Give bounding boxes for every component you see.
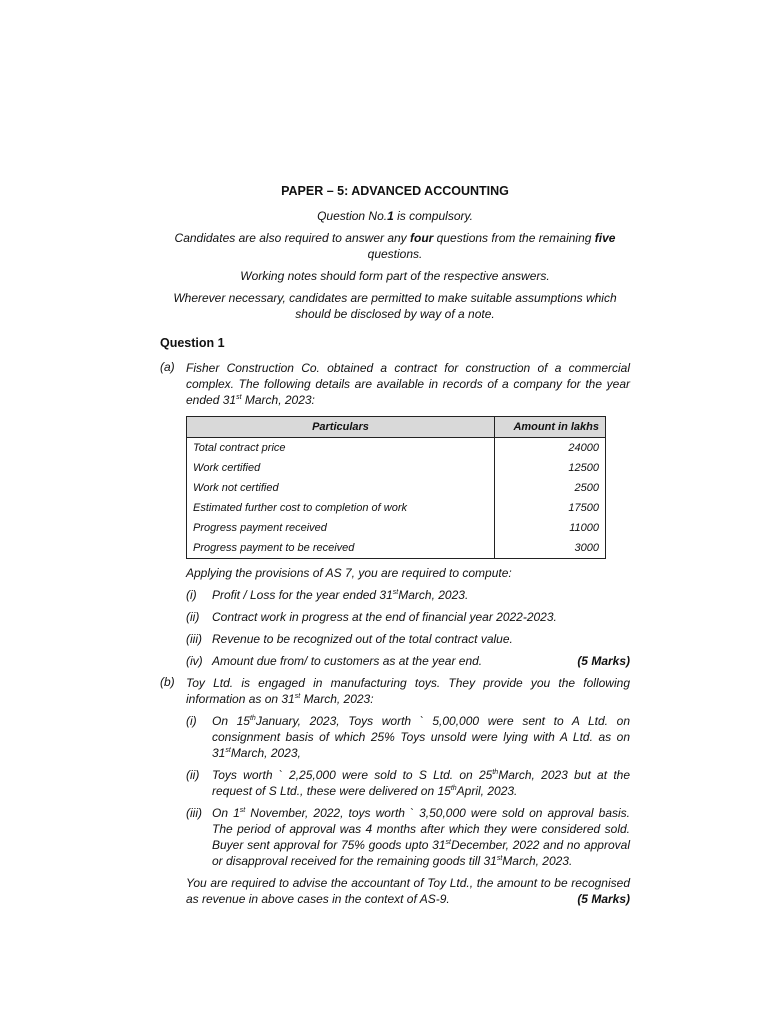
particular-cell: Progress payment received <box>187 518 495 538</box>
particular-cell: Work not certified <box>187 478 495 498</box>
particular-cell: Work certified <box>187 458 495 478</box>
part-b-closing-text: You are required to advise the accountant of Toy Ltd., the amount to be recognised as revenue in above cases in the context of AS-9. <box>186 876 630 906</box>
part-b-closing <box>186 875 630 907</box>
sub-item-text-a: Amount due from/ to customers as at the year end. <box>212 654 483 668</box>
sub-item-text-a: Toys worth ` 2,25,000 were sold to S Ltd. on 25 <box>212 768 493 782</box>
sub-item-label: (iv) <box>186 654 203 668</box>
working-notes-instruction: Working notes should form part of the respective answers. <box>240 269 550 283</box>
sub-item-b-i <box>186 713 630 761</box>
paper-title: PAPER – 5: ADVANCED ACCOUNTING <box>281 184 509 198</box>
sub-item-a-ii <box>186 609 630 625</box>
part-a-intro-sup: st <box>236 394 242 401</box>
sub-item-label: (ii) <box>186 768 200 782</box>
sub-item-text <box>212 713 630 761</box>
sub-item-a-iv <box>186 653 630 669</box>
compulsory-note <box>160 208 630 224</box>
amount-cell: 11000 <box>495 518 606 538</box>
sub-item-sup: st <box>239 807 246 814</box>
sub-item-text-c: March, 2023, <box>230 746 301 760</box>
particular-cell: Estimated further cost to completion of work <box>187 498 495 518</box>
part-b-intro-text: Toy Ltd. is engaged in manufacturing toys. They provide you the following information as on 31 <box>186 676 630 706</box>
contract-table <box>186 416 606 559</box>
sub-item-text <box>212 767 630 799</box>
part-a <box>160 360 630 675</box>
part-a-intro <box>186 360 630 408</box>
part-a-label: (a) <box>160 360 175 374</box>
answer-instruction <box>160 230 630 262</box>
col-particulars: Particulars <box>187 417 495 438</box>
sub-item-text: Revenue to be recognized out of the total contract value. <box>212 632 513 646</box>
marks-badge: (5 Marks) <box>577 654 630 668</box>
sub-item-text-c: April, 2023. <box>456 784 518 798</box>
sub-item-a-iii <box>186 631 630 647</box>
table-row <box>187 538 606 559</box>
table-row <box>187 438 606 459</box>
sub-item-text-a: Profit / Loss for the year ended 31 <box>212 588 393 602</box>
table-row <box>187 478 606 498</box>
sub-item-text-b: January, 2023, Toys worth ` 5,00,000 were sent to A Ltd. on consignment basis of which 25% Toys unsold were lying with A Ltd. as on 31 <box>212 714 630 760</box>
part-b-intro-end: March, 2023: <box>300 692 374 706</box>
sub-item-text-a: On 15 <box>212 714 250 728</box>
sub-item-a-i <box>186 587 630 603</box>
sub-item-text: Contract work in progress at the end of financial year 2022-2023. <box>212 610 557 624</box>
table-row <box>187 458 606 478</box>
part-a-intro-text: Fisher Construction Co. obtained a contract for construction of a commercial complex. The following details are available in records of a company for the year ended 31 <box>186 361 630 407</box>
sub-item-text-a: On 1 <box>212 806 240 820</box>
compulsory-prefix: Question No. <box>317 209 388 223</box>
part-b-body <box>186 675 630 907</box>
part-b <box>160 675 630 907</box>
part-b-intro-sup: st <box>294 693 301 700</box>
table-header-row <box>187 417 606 438</box>
compulsory-number: 1 <box>387 209 394 223</box>
sub-item-text <box>212 653 630 669</box>
table-row <box>187 498 606 518</box>
particular-cell: Progress payment to be received <box>187 538 495 559</box>
sub-item-text <box>212 805 630 869</box>
sub-item-text <box>212 587 630 603</box>
amount-cell: 24000 <box>495 438 606 459</box>
sub-item-sup: th <box>450 785 457 792</box>
sub-item-b-iii <box>186 805 630 869</box>
sub-item-sup: st <box>496 855 503 862</box>
compute-intro: Applying the provisions of AS 7, you are required to compute: <box>186 566 512 580</box>
compulsory-suffix: is compulsory. <box>393 209 473 223</box>
answer-remaining: five <box>594 231 616 245</box>
sub-item-text-b: March, 2023 but at the request of S Ltd., these were delivered on 15 <box>212 768 631 798</box>
sub-item-label: (iii) <box>186 632 202 646</box>
amount-cell: 2500 <box>495 478 606 498</box>
part-b-intro <box>186 675 630 707</box>
sub-item-text-d: March, 2023. <box>502 854 573 868</box>
particular-cell: Total contract price <box>187 438 495 459</box>
answer-prefix: Candidates are also required to answer any <box>174 231 411 245</box>
sub-item-label: (iii) <box>186 806 202 820</box>
sub-item-b-ii <box>186 767 630 799</box>
sub-item-sup: st <box>392 589 399 596</box>
sub-item-sup: st <box>445 839 451 846</box>
sub-item-text-b: March, 2023. <box>398 588 469 602</box>
answer-count: four <box>410 231 434 245</box>
sub-item-label: (i) <box>186 588 197 602</box>
question-heading: Question 1 <box>160 336 225 350</box>
exam-page <box>160 180 630 907</box>
sub-item-label: (ii) <box>186 610 200 624</box>
answer-mid: questions from the remaining <box>433 231 595 245</box>
table-row <box>187 518 606 538</box>
sub-item-text-b: November, 2022, toys worth ` 3,50,000 were sold on approval basis. The period of approval was 4 months after which they were considered sold. Buyer sent approval for 75% goods upto 31 <box>212 806 630 852</box>
sub-item-label: (i) <box>186 714 197 728</box>
amount-cell: 17500 <box>495 498 606 518</box>
sub-item-text-c: December, 2022 and no approval or disapproval received for the remaining goods till 31 <box>212 838 630 868</box>
sub-item-sup: th <box>249 715 256 722</box>
marks-badge: (5 Marks) <box>577 892 630 906</box>
sub-item-sup: st <box>225 747 231 754</box>
sub-item-sup: th <box>492 769 499 776</box>
part-a-body <box>186 360 630 675</box>
amount-cell: 12500 <box>495 458 606 478</box>
amount-cell: 3000 <box>495 538 606 559</box>
part-b-label: (b) <box>160 675 175 689</box>
part-a-intro-end: March, 2023: <box>241 393 315 407</box>
col-amount: Amount in lakhs <box>495 417 606 438</box>
assumptions-instruction: Wherever necessary, candidates are permitted to make suitable assumptions which should be disclosed by way of a note. <box>173 291 617 321</box>
answer-suffix: questions. <box>367 247 423 261</box>
